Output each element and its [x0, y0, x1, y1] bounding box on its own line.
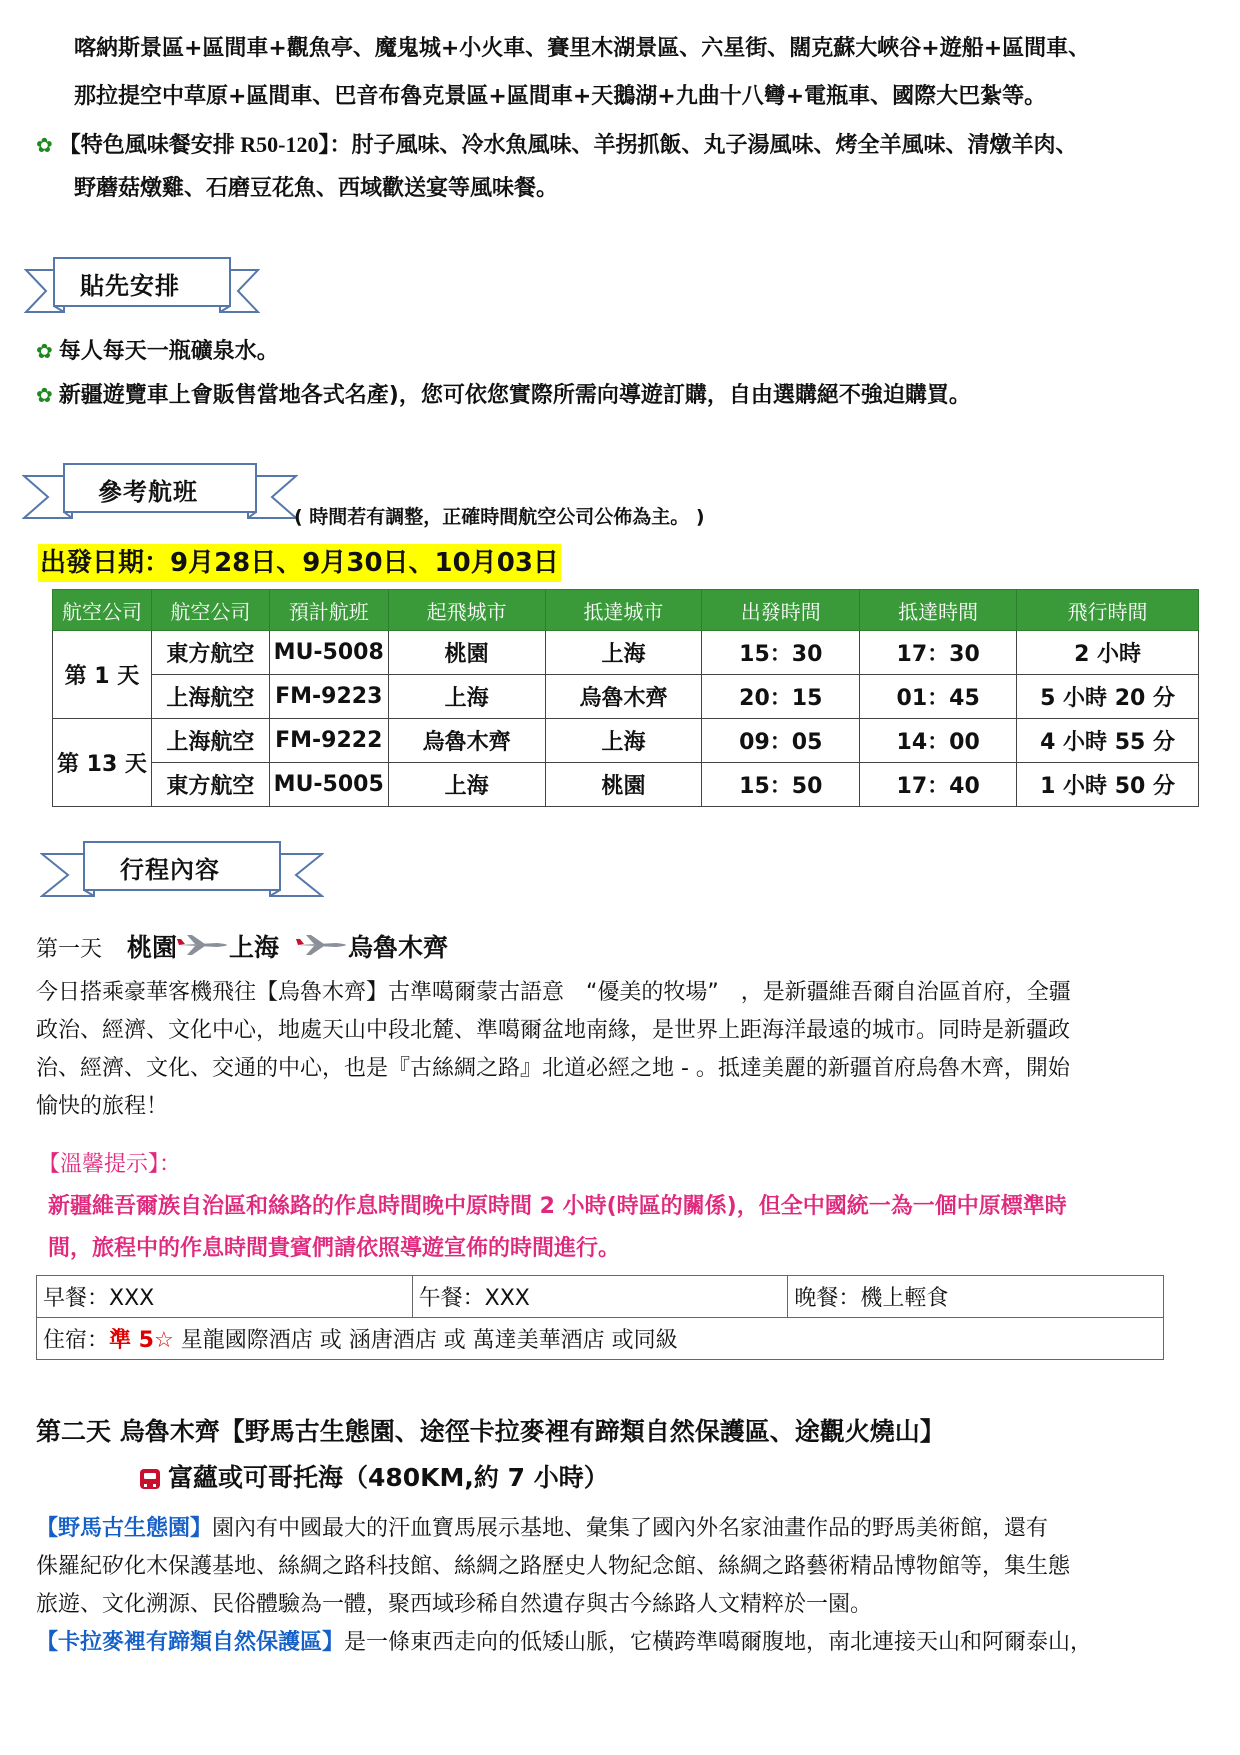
departure-time-cell: 15：30 [702, 631, 860, 675]
day-cell: 第 1 天 [53, 631, 152, 719]
day2-title-line-2 [140, 1460, 609, 1496]
day1-from: 桃園 [127, 933, 178, 962]
clover-icon: ✿ [36, 133, 53, 157]
airplane-icon [177, 932, 229, 968]
section-banner-itinerary [40, 840, 324, 906]
departure-city-cell: 上海 [388, 763, 545, 807]
duration-cell: 5 小時 20 分 [1017, 675, 1199, 719]
arrival-time-cell: 01：45 [860, 675, 1017, 719]
section-banner-flights [22, 462, 298, 528]
flight-time-note: ( 時間若有調整，正確時間航空公司公佈為主。 ) [294, 506, 705, 528]
table-row [53, 675, 1199, 719]
attractions-line-2: 那拉提空中草原+區間車、巴音布魯克景區+區間車+天鵝湖+九曲十八彎+電瓶車、國際大巴紮等。 [74, 84, 1047, 109]
departure-time-cell: 09：05 [702, 719, 860, 763]
attraction-label: 【野馬古生態園】 [36, 1516, 213, 1541]
duration-cell: 1 小時 50 分 [1017, 763, 1199, 807]
clover-icon: ✿ [36, 339, 53, 363]
paragraph-line: 政治、經濟、文化中心，地處天山中段北麓、準噶爾盆地南緣，是世界上距海洋最遠的城市。同時是新疆政 [36, 1018, 1071, 1043]
breakfast-cell: 早餐：XXX [37, 1276, 413, 1318]
day1-via: 上海 [229, 933, 280, 962]
header-cell: 起飛城市 [388, 590, 545, 631]
paragraph-line: 【野馬古生態園】園內有中國最大的汗血寶馬展示基地、彙集了國內外名家油畫作品的野馬美術館，還有 [36, 1516, 1049, 1541]
dinner-cell: 晚餐：機上輕食 [788, 1276, 1164, 1318]
day2-destination: 富蘊或可哥托海（480KM,約 7 小時） [168, 1463, 609, 1492]
intimate-item-1: ✿ 每人每天一瓶礦泉水。 [36, 339, 279, 364]
header-cell: 航空公司 [151, 590, 269, 631]
day2-paragraph-2 [36, 1624, 1196, 1662]
paragraph-line: 旅遊、文化溯源、民俗體驗為一體，聚西域珍稀自然遺存與古今絲路人文精粹於一園。 [36, 1592, 873, 1617]
header-cell: 航空公司 [53, 590, 152, 631]
table-row [53, 763, 1199, 807]
hotel-label: 住宿： [43, 1328, 110, 1353]
departure-city-cell: 上海 [388, 675, 545, 719]
airline-cell: 東方航空 [151, 631, 269, 675]
attraction-label: 【卡拉麥裡有蹄類自然保護區】 [36, 1630, 345, 1655]
day1-to: 烏魯木齊 [348, 933, 449, 962]
airline-cell: 上海航空 [151, 719, 269, 763]
hotel-cell [37, 1318, 1164, 1360]
day-cell: 第 13 天 [53, 719, 152, 807]
specialty-meals-label: 【特色風味餐安排 R50-120】 [58, 132, 330, 157]
day1-label: 第一天 [36, 937, 103, 962]
paragraph-line: 愉快的旅程！ [36, 1094, 169, 1119]
tip-line-2: 間，旅程中的作息時間貴賓們請依照導遊宣佈的時間進行。 [48, 1236, 621, 1261]
header-cell: 出發時間 [702, 590, 860, 631]
arrival-city-cell: 桃園 [545, 763, 702, 807]
flight-number-cell: MU-5005 [269, 763, 388, 807]
flight-number-cell: FM-9222 [269, 719, 388, 763]
table-row [37, 1318, 1164, 1360]
paragraph-line: 侏羅紀矽化木保護基地、絲綢之路科技館、絲綢之路歷史人物紀念館、絲綢之路藝術精品博物館等，集生態 [36, 1554, 1071, 1579]
flight-table-header [53, 590, 1199, 631]
departure-city-cell: 桃園 [388, 631, 545, 675]
section-title-flights: 參考航班 [98, 478, 198, 506]
lunch-cell: 午餐：XXX [412, 1276, 788, 1318]
day1-meals-table [36, 1275, 1164, 1360]
duration-cell: 2 小時 [1017, 631, 1199, 675]
hotel-rating: 準 5☆ [109, 1328, 174, 1353]
specialty-meals-line-1 [36, 130, 1078, 161]
section-banner-intimate [24, 256, 260, 322]
airline-cell: 上海航空 [151, 675, 269, 719]
header-cell: 抵達時間 [860, 590, 1017, 631]
paragraph-line: 【卡拉麥裡有蹄類自然保護區】是一條東西走向的低矮山脈，它橫跨準噶爾腹地，南北連接天山和阿爾泰山， [36, 1630, 1093, 1655]
departure-time-cell: 15：50 [702, 763, 860, 807]
header-cell: 預計航班 [269, 590, 388, 631]
hotel-options: 星龍國際酒店 或 涵唐酒店 或 萬達美華酒店 或同級 [173, 1328, 678, 1353]
airplane-icon [296, 932, 348, 968]
day1-paragraph [36, 974, 1196, 1126]
section-title-intimate: 貼先安排 [80, 272, 180, 300]
arrival-city-cell: 烏魯木齊 [545, 675, 702, 719]
arrival-city-cell: 上海 [545, 719, 702, 763]
day2-paragraph-1 [36, 1510, 1196, 1624]
flight-table [52, 589, 1199, 807]
bus-icon [140, 1469, 160, 1489]
table-row [53, 719, 1199, 763]
airline-cell: 東方航空 [151, 763, 269, 807]
attractions-line-1: 喀納斯景區+區間車+觀魚亭、魔鬼城+小火車、賽里木湖景區、六星街、闊克蘇大峽谷+遊船+區間車、 [74, 36, 1091, 61]
departure-city-cell: 烏魯木齊 [388, 719, 545, 763]
tip-line-1: 新疆維吾爾族自治區和絲路的作息時間晚中原時間 2 小時(時區的關係)，但全中國統一為一個中原標準時 [48, 1194, 1067, 1219]
specialty-meals-text: ：肘子風味、冷水魚風味、羊拐抓飯、丸子湯風味、烤全羊風味、清燉羊肉、 [329, 133, 1078, 158]
header-cell: 飛行時間 [1017, 590, 1199, 631]
specialty-meals-line-2: 野蘑菇燉雞、石磨豆花魚、西域歡送宴等風味餐。 [74, 176, 559, 201]
paragraph-line: 今日搭乘豪華客機飛往【烏魯木齊】古準噶爾蒙古語意 “優美的牧場” ，是新疆維吾爾自治區首府，全疆 [36, 980, 1071, 1005]
table-row [37, 1276, 1164, 1318]
day2-title-line-1: 第二天 烏魯木齊【野馬古生態園、途徑卡拉麥裡有蹄類自然保護區、途觀火燒山】 [36, 1417, 945, 1446]
flight-number-cell: MU-5008 [269, 631, 388, 675]
intimate-item-2: ✿ 新疆遊覽車上會販售當地各式名產)，您可依您實際所需向導遊訂購，自由選購絕不強迫購買。 [36, 383, 971, 408]
arrival-city-cell: 上海 [545, 631, 702, 675]
table-row [53, 631, 1199, 675]
duration-cell: 4 小時 55 分 [1017, 719, 1199, 763]
arrival-time-cell: 17：30 [860, 631, 1017, 675]
flight-number-cell: FM-9223 [269, 675, 388, 719]
paragraph-line: 治、經濟、文化、交通的中心，也是『古絲綢之路』北道必經之地 - 。抵達美麗的新疆首府烏魯木齊，開始 [36, 1056, 1070, 1081]
departure-time-cell: 20：15 [702, 675, 860, 719]
clover-icon: ✿ [36, 383, 53, 407]
day1-title [36, 930, 448, 968]
arrival-time-cell: 14：00 [860, 719, 1017, 763]
arrival-time-cell: 17：40 [860, 763, 1017, 807]
departure-dates: 出發日期：9月28日、9月30日、10月03日 [38, 544, 561, 582]
section-title-itinerary: 行程內容 [120, 856, 220, 884]
header-cell: 抵達城市 [545, 590, 702, 631]
tip-label: 【溫馨提示】： [38, 1152, 182, 1177]
